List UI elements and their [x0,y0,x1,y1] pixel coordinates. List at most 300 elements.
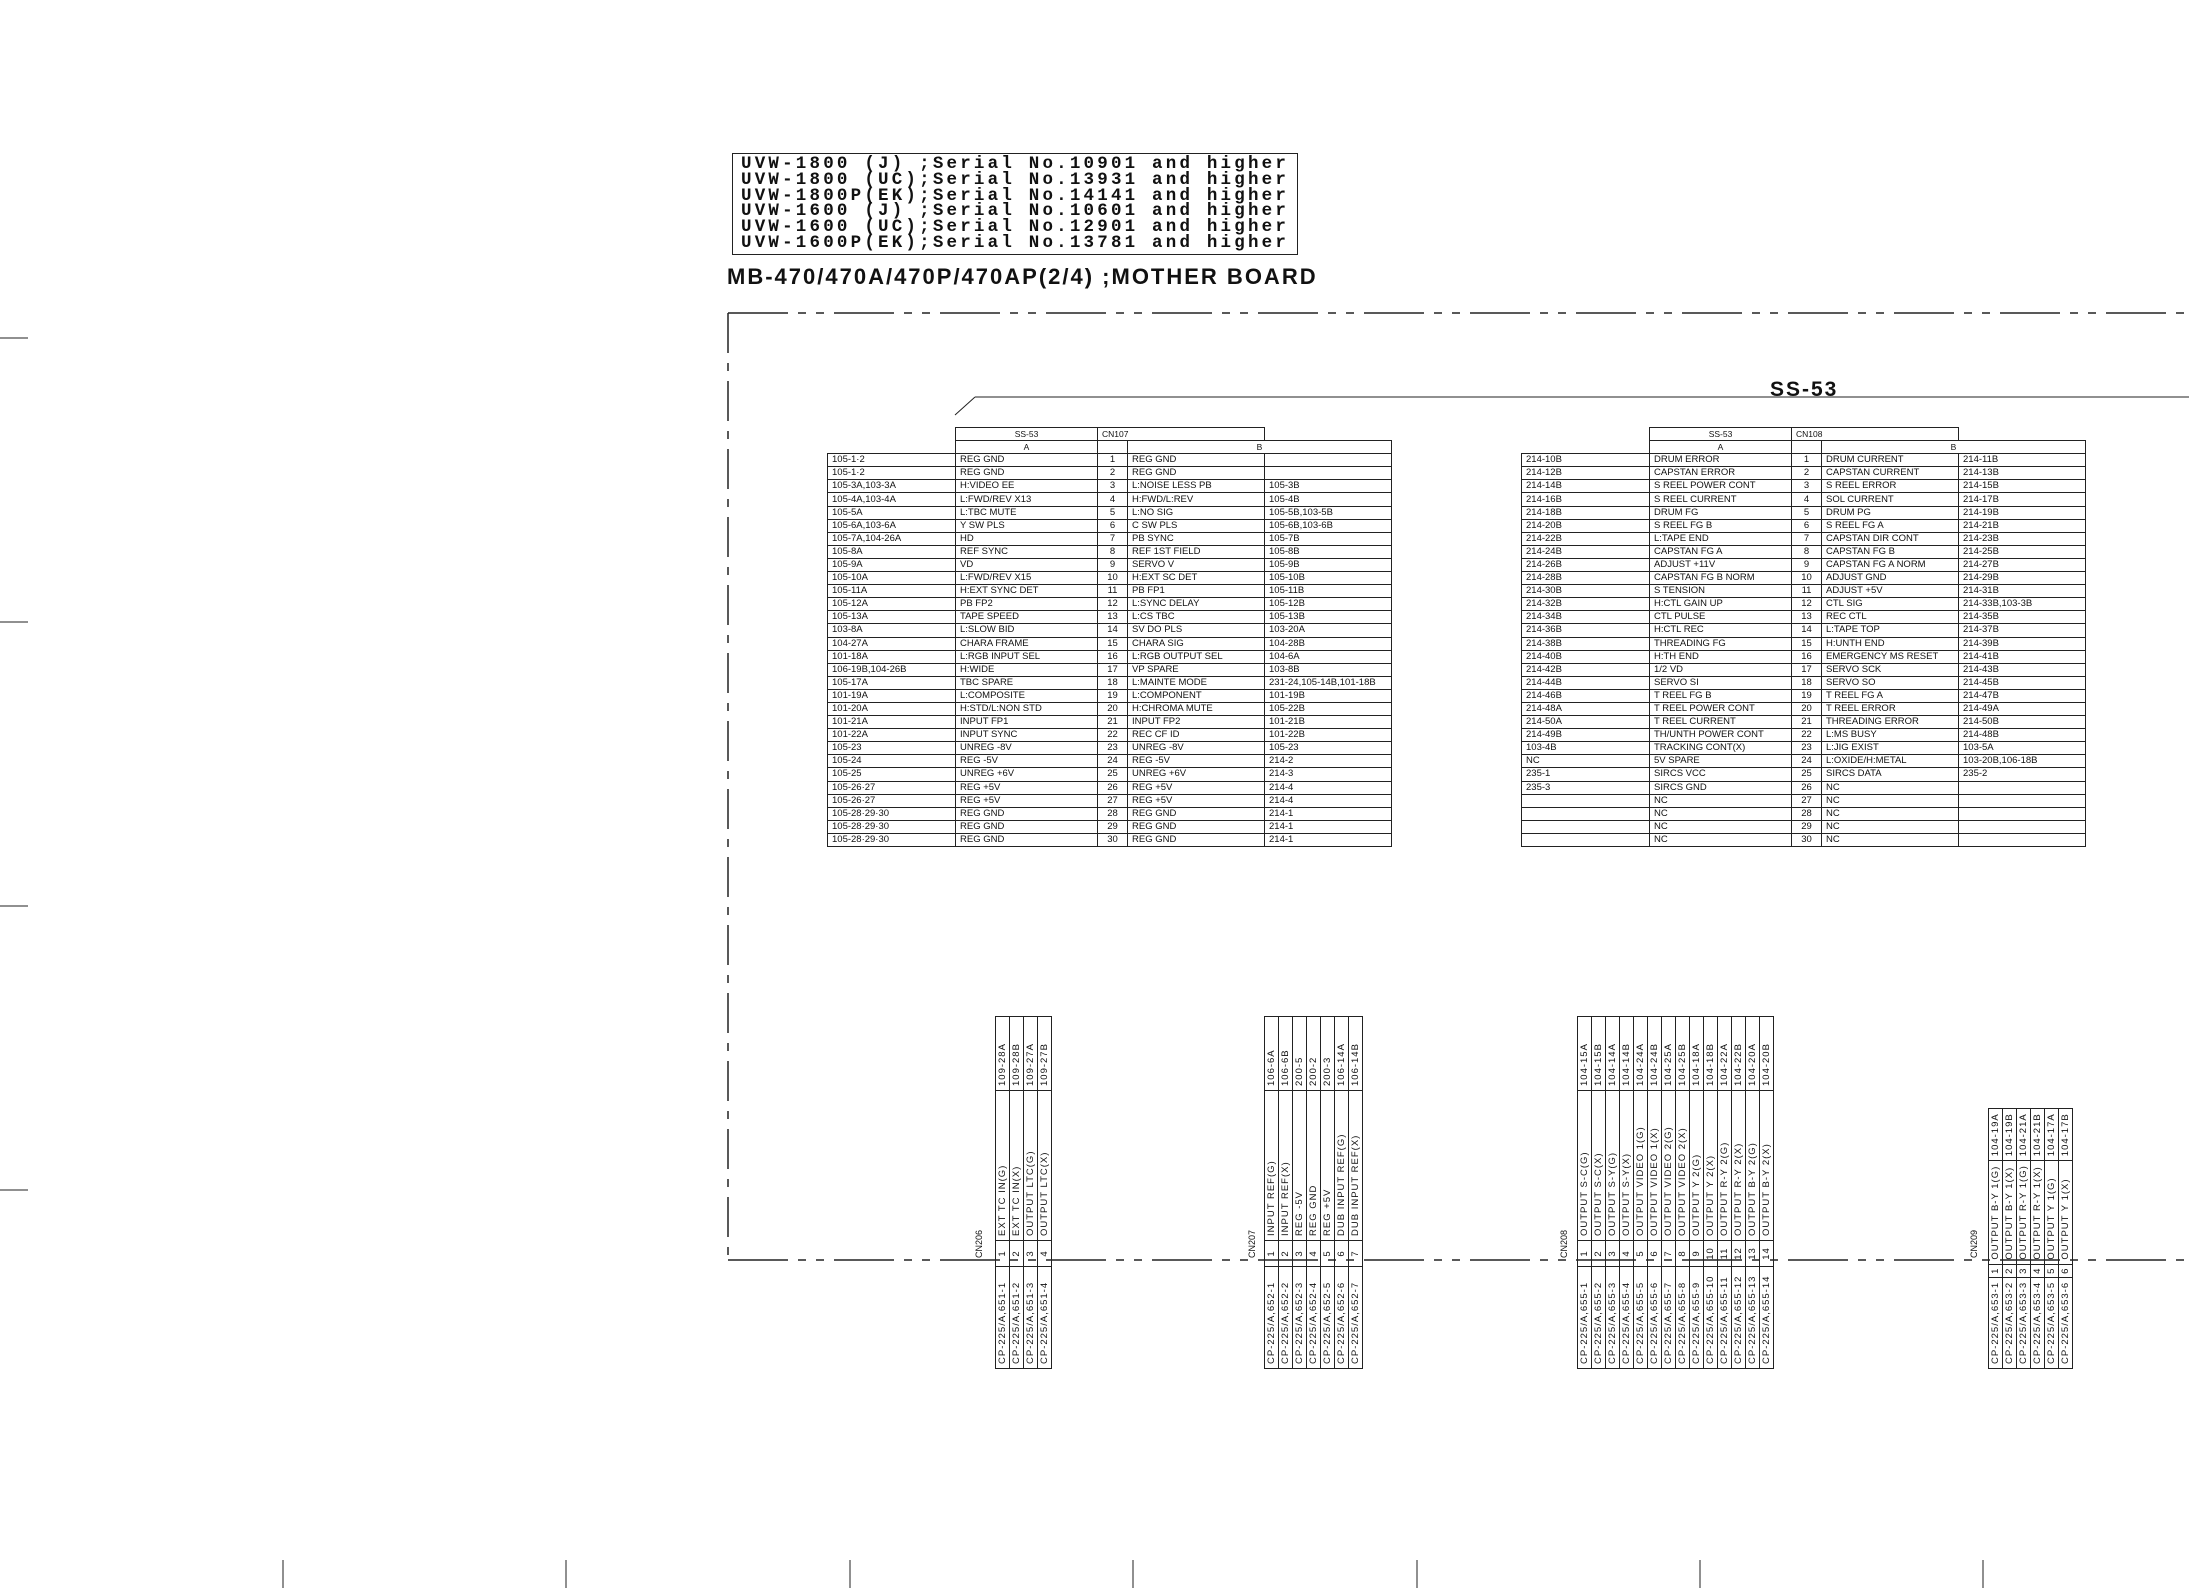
table-row [828,755,1392,768]
a-signal: INPUT SYNC [956,729,1098,742]
a-signal: Y SW PLS [956,519,1098,532]
signal-name: EXT TC IN(X) [1010,1091,1024,1241]
board-destination: 104-18A [1690,1017,1704,1091]
pin-number: 23 [1792,742,1822,755]
cp-destination: CP-225/A,652-7 [1349,1267,1363,1369]
pin-number: 19 [1792,689,1822,702]
column-a-header: A [956,441,1098,454]
b-signal: UNREG +6V [1128,768,1265,781]
a-destination: 105-17A [828,676,956,689]
a-signal: REF SYNC [956,545,1098,558]
cp-destination: CP-225/A,651-2 [1010,1267,1024,1369]
board-destination: 200-3 [1321,1017,1335,1091]
signal-name: OUTPUT B-Y 2(G) [1746,1091,1760,1241]
table-row [828,480,1392,493]
pin-number: 6 [1098,519,1128,532]
b-signal: SOL CURRENT [1822,493,1959,506]
b-signal: SERVO SO [1822,676,1959,689]
b-signal: CAPSTAN FG A NORM [1822,558,1959,571]
connector-title: CN108 [1792,428,1959,441]
a-destination: 214-38B [1522,637,1650,650]
pin-number: 4 [1038,1241,1052,1267]
b-signal: H:EXT SC DET [1128,572,1265,585]
a-signal: L:FWD/REV X13 [956,493,1098,506]
board-destination: 109-28A [996,1017,1010,1091]
b-signal: VP SPARE [1128,663,1265,676]
table-row [1522,820,2086,833]
a-destination: 105-8A [828,545,956,558]
table-row [828,467,1392,480]
cp-destination: CP-225/A,655-12 [1732,1267,1746,1369]
b-signal: NC [1822,820,1959,833]
signal-name: EXT TC IN(G) [996,1091,1010,1241]
a-signal: REG +5V [956,794,1098,807]
signal-name: INPUT REF(X) [1279,1091,1293,1241]
pin-number: 10 [1792,572,1822,585]
connector-cn206 [995,1016,1052,1369]
table-row [828,493,1392,506]
b-signal: L:MS BUSY [1822,729,1959,742]
table-row [1522,506,2086,519]
pin-number: 30 [1792,833,1822,846]
a-signal: L:RGB INPUT SEL [956,650,1098,663]
b-signal: CTL SIG [1822,598,1959,611]
b-signal: NC [1822,833,1959,846]
cp-destination: CP-225/A,653-1 [1989,1277,2003,1368]
pin-number: 9 [1098,558,1128,571]
b-signal: T REEL ERROR [1822,702,1959,715]
signal-name: OUTPUT S-Y(X) [1620,1091,1634,1241]
a-signal: H:WIDE [956,663,1098,676]
pin-number: 26 [1792,781,1822,794]
a-signal: T REEL CURRENT [1650,716,1792,729]
pin-number: 2 [1279,1241,1293,1267]
b-destination: 214-43B [1959,663,2086,676]
a-signal: ADJUST +11V [1650,558,1792,571]
board-destination: 109-27A [1024,1017,1038,1091]
a-signal: H:CTL GAIN UP [1650,598,1792,611]
connector-label: CN207 [1247,1229,1257,1258]
pin-number: 3 [1606,1241,1620,1267]
b-destination: 103-5A [1959,742,2086,755]
b-destination: 214-21B [1959,519,2086,532]
pin-number: 25 [1792,768,1822,781]
a-destination: 105-25 [828,768,956,781]
pin-number: 5 [2045,1264,2059,1277]
signal-name: OUTPUT Y 2(X) [1704,1091,1718,1241]
board-destination: 104-24A [1634,1017,1648,1091]
pin-number: 24 [1792,755,1822,768]
table-row [828,611,1392,624]
header-spacer [1959,428,2086,441]
board-destination: 104-15B [1592,1017,1606,1091]
board-destination: 104-17A [2045,1109,2059,1161]
b-destination: 103-8B [1265,663,1392,676]
pin-number: 17 [1792,663,1822,676]
cp-destination: CP-225/A,655-13 [1746,1267,1760,1369]
table-row [1522,519,2086,532]
b-signal: EMERGENCY MS RESET [1822,650,1959,663]
a-signal: SERVO SI [1650,676,1792,689]
signal-name: OUTPUT R-Y 2(G) [1718,1091,1732,1241]
serial-line: UVW-1600P(EK);Serial No.13781 and higher [741,232,1290,253]
b-signal: ADJUST +5V [1822,585,1959,598]
cp-destination: CP-225/A,652-1 [1265,1267,1279,1369]
connector-row [1307,1017,1321,1369]
b-signal: H:FWD/L:REV [1128,493,1265,506]
b-destination [1959,781,2086,794]
table-row [1522,572,2086,585]
b-signal: CAPSTAN DIR CONT [1822,532,1959,545]
connector-row [1620,1017,1634,1369]
connector-table [995,1016,1052,1369]
serial-line: UVW-1800 (J) ;Serial No.10901 and higher [741,154,1290,174]
pin-number: 3 [1024,1241,1038,1267]
pin-number: 6 [2059,1264,2073,1277]
table-row [828,729,1392,742]
signal-name: INPUT REF(G) [1265,1091,1279,1241]
table-row [828,558,1392,571]
pin-number: 20 [1098,702,1128,715]
cp-destination: CP-225/A,655-1 [1578,1267,1592,1369]
b-signal: REG -5V [1128,755,1265,768]
a-signal: TRACKING CONT(X) [1650,742,1792,755]
table-row [1522,558,2086,571]
board-destination: 104-20A [1746,1017,1760,1091]
header-spacer [1265,428,1392,441]
a-destination: 103-8A [828,624,956,637]
pin-number: 4 [2031,1264,2045,1277]
connector-row [996,1017,1010,1369]
signal-name: REG -5V [1293,1091,1307,1241]
a-signal: L:TAPE END [1650,532,1792,545]
table-row [1522,663,2086,676]
board-destination: 104-25B [1676,1017,1690,1091]
serial-line: UVW-1600 (J) ;Serial No.10601 and higher [741,201,1290,222]
pin-number: 4 [1307,1241,1321,1267]
a-signal: REG -5V [956,755,1098,768]
a-signal: H:CTL REC [1650,624,1792,637]
table-row [828,585,1392,598]
table-row [828,742,1392,755]
b-signal: SV DO PLS [1128,624,1265,637]
b-destination: 214-1 [1265,820,1392,833]
b-destination: 214-13B [1959,467,2086,480]
signal-name: OUTPUT R-Y 1(X) [2031,1161,2045,1264]
b-destination: 214-17B [1959,493,2086,506]
b-destination: 214-15B [1959,480,2086,493]
b-destination: 214-4 [1265,781,1392,794]
a-signal: CAPSTAN FG B NORM [1650,572,1792,585]
pin-number: 20 [1792,702,1822,715]
pin-number: 21 [1098,716,1128,729]
connector-row [1634,1017,1648,1369]
pin-number: 5 [1321,1241,1335,1267]
cp-destination: CP-225/A,652-4 [1307,1267,1321,1369]
pin-number: 2 [1792,467,1822,480]
a-destination: 214-36B [1522,624,1650,637]
a-destination: 214-24B [1522,545,1650,558]
pin-number: 27 [1098,794,1128,807]
cp-destination: CP-225/A,651-1 [996,1267,1010,1369]
table-row [828,689,1392,702]
a-destination: 235-1 [1522,768,1650,781]
a-signal: S TENSION [1650,585,1792,598]
a-destination: 214-40B [1522,650,1650,663]
a-signal: DRUM ERROR [1650,454,1792,467]
a-destination: 101-18A [828,650,956,663]
b-signal: INPUT FP2 [1128,716,1265,729]
a-destination [1522,807,1650,820]
connector-row [1024,1017,1038,1369]
a-signal: UNREG +6V [956,768,1098,781]
a-destination: 105-12A [828,598,956,611]
a-destination: 101-21A [828,716,956,729]
cp-destination: CP-225/A,655-14 [1760,1267,1774,1369]
b-signal: DRUM PG [1822,506,1959,519]
connector-row [1578,1017,1592,1369]
pin-number: 11 [1098,585,1128,598]
signal-name: OUTPUT VIDEO 1(G) [1634,1091,1648,1241]
board-destination: 104-14B [1620,1017,1634,1091]
pin-number: 13 [1746,1241,1760,1267]
cp-destination: CP-225/A,655-11 [1718,1267,1732,1369]
board-destination: 109-28B [1010,1017,1024,1091]
a-signal: UNREG -8V [956,742,1098,755]
board-destination: 104-19B [2003,1109,2017,1161]
pin-number: 28 [1792,807,1822,820]
connector-row [1760,1017,1774,1369]
a-signal: PB FP2 [956,598,1098,611]
a-destination: 214-32B [1522,598,1650,611]
a-signal: H:VIDEO EE [956,480,1098,493]
a-signal: S REEL FG B [1650,519,1792,532]
cp-destination: CP-225/A,653-4 [2031,1277,2045,1368]
table-row [1522,689,2086,702]
table-row [828,545,1392,558]
cp-destination: CP-225/A,653-3 [2017,1277,2031,1368]
a-destination: NC [1522,755,1650,768]
b-signal: S REEL ERROR [1822,480,1959,493]
a-destination: 105-28·29·30 [828,833,956,846]
a-destination: 101-20A [828,702,956,715]
a-destination: 214-14B [1522,480,1650,493]
connector-row [1335,1017,1349,1369]
b-destination [1959,820,2086,833]
connector-table [1988,1108,2073,1369]
a-destination: 214-49B [1522,729,1650,742]
b-signal: NC [1822,781,1959,794]
board-destination: 109-27B [1038,1017,1052,1091]
table-row [828,794,1392,807]
column-b-header: B [1822,441,2086,454]
signal-name: OUTPUT LTC(G) [1024,1091,1038,1241]
connector-table [1577,1016,1774,1369]
pin-number: 3 [1098,480,1128,493]
b-destination: 105-22B [1265,702,1392,715]
connector-row [1704,1017,1718,1369]
a-destination: 103-4B [1522,742,1650,755]
a-signal: L:SLOW BID [956,624,1098,637]
pin-number: 3 [1293,1241,1307,1267]
signal-name: OUTPUT Y 1(G) [2045,1161,2059,1264]
pin-number: 8 [1676,1241,1690,1267]
a-signal: VD [956,558,1098,571]
a-destination: 214-34B [1522,611,1650,624]
a-destination: 104-27A [828,637,956,650]
a-destination: 105-26·27 [828,781,956,794]
a-signal: 1/2 VD [1650,663,1792,676]
table-row [828,624,1392,637]
pin-number: 1 [1989,1264,2003,1277]
b-signal: L:TAPE TOP [1822,624,1959,637]
b-signal: REG GND [1128,833,1265,846]
a-destination: 105-5A [828,506,956,519]
cp-destination: CP-225/A,653-6 [2059,1277,2073,1368]
signal-name: OUTPUT VIDEO 2(G) [1662,1091,1676,1241]
a-destination: 214-18B [1522,506,1650,519]
pin-number: 7 [1349,1241,1363,1267]
signal-name: OUTPUT B-Y 2(X) [1760,1091,1774,1241]
pin-number: 24 [1098,755,1128,768]
b-signal: SIRCS DATA [1822,768,1959,781]
pin-number: 30 [1098,833,1128,846]
a-destination: 235-3 [1522,781,1650,794]
a-destination: 214-22B [1522,532,1650,545]
signal-name: OUTPUT B-Y 1(G) [1989,1161,2003,1264]
table-row [828,716,1392,729]
b-signal: REC CTL [1822,611,1959,624]
pin-number: 13 [1098,611,1128,624]
board-destination: 104-22A [1718,1017,1732,1091]
pin-number: 12 [1792,598,1822,611]
board-name: SS-53 [1650,428,1792,441]
b-destination: 214-1 [1265,807,1392,820]
board-destination: 106-14B [1349,1017,1363,1091]
b-destination: 214-4 [1265,794,1392,807]
b-destination: 105-4B [1265,493,1392,506]
connector-cn208 [1577,1016,1774,1369]
cp-destination: CP-225/A,652-5 [1321,1267,1335,1369]
a-destination: 105-4A,103-4A [828,493,956,506]
table-row [1522,585,2086,598]
pin-number: 7 [1662,1241,1676,1267]
pin-number: 14 [1760,1241,1774,1267]
a-signal: H:TH END [1650,650,1792,663]
table-row [1522,493,2086,506]
board-destination: 200-2 [1307,1017,1321,1091]
a-destination: 214-16B [1522,493,1650,506]
a-signal: L:FWD/REV X15 [956,572,1098,585]
table-row [1522,833,2086,846]
serial-line: UVW-1600 (UC);Serial No.12901 and higher [741,217,1290,238]
a-signal: 5V SPARE [1650,755,1792,768]
connector-row [1265,1017,1279,1369]
board-destination: 106-6B [1279,1017,1293,1091]
table-row [1522,729,2086,742]
table-row [828,663,1392,676]
b-destination: 214-49A [1959,702,2086,715]
b-destination: 214-2 [1265,755,1392,768]
pin-number: 26 [1098,781,1128,794]
b-destination: 214-50B [1959,716,2086,729]
a-destination [1522,833,1650,846]
signal-name: REG GND [1307,1091,1321,1241]
b-destination: 101-22B [1265,729,1392,742]
cp-destination: CP-225/A,655-10 [1704,1267,1718,1369]
board-destination: 104-24B [1648,1017,1662,1091]
pin-number: 4 [1098,493,1128,506]
connector-row [1038,1017,1052,1369]
cp-destination: CP-225/A,653-2 [2003,1277,2017,1368]
board-destination: 200-5 [1293,1017,1307,1091]
b-destination: 101-21B [1265,716,1392,729]
connector-row [2031,1109,2045,1369]
b-signal: L:RGB OUTPUT SEL [1128,650,1265,663]
connector-row [1349,1017,1363,1369]
a-signal: L:COMPOSITE [956,689,1098,702]
table-row [828,833,1392,846]
table-row [1522,624,2086,637]
b-destination: 214-23B [1959,532,2086,545]
b-destination: 105-11B [1265,585,1392,598]
a-signal: NC [1650,820,1792,833]
table-row [1522,637,2086,650]
b-destination [1959,807,2086,820]
column-a-header: A [1650,441,1792,454]
pin-number: 10 [1098,572,1128,585]
b-signal: C SW PLS [1128,519,1265,532]
pin-number: 8 [1792,545,1822,558]
a-destination: 105-7A,104-26A [828,532,956,545]
pin-number: 1 [1792,454,1822,467]
cp-destination: CP-225/A,655-9 [1690,1267,1704,1369]
a-destination: 214-48A [1522,702,1650,715]
a-destination: 214-50A [1522,716,1650,729]
a-signal: REG GND [956,807,1098,820]
b-destination: 214-19B [1959,506,2086,519]
connector-cn209 [1988,1108,2073,1369]
table-row [828,532,1392,545]
b-destination: 214-47B [1959,689,2086,702]
b-signal: REC CF ID [1128,729,1265,742]
signal-name: OUTPUT R-Y 1(G) [2017,1161,2031,1264]
signal-name: OUTPUT B-Y 1(X) [2003,1161,2017,1264]
cp-destination: CP-225/A,655-4 [1620,1267,1634,1369]
table-row [828,506,1392,519]
a-signal: CHARA FRAME [956,637,1098,650]
pin-number: 12 [1098,598,1128,611]
pin-number: 7 [1098,532,1128,545]
b-destination: 103-20A [1265,624,1392,637]
pin-number: 1 [1578,1241,1592,1267]
b-destination: 214-39B [1959,637,2086,650]
pin-number: 6 [1335,1241,1349,1267]
b-signal: L:NOISE LESS PB [1128,480,1265,493]
pin-number: 7 [1792,532,1822,545]
a-destination: 101-19A [828,689,956,702]
table-row [1522,480,2086,493]
b-signal: L:OXIDE/H:METAL [1822,755,1959,768]
cp-destination: CP-225/A,652-3 [1293,1267,1307,1369]
pin-number: 3 [2017,1264,2031,1277]
connector-row [2003,1109,2017,1369]
signal-name: OUTPUT S-C(X) [1592,1091,1606,1241]
table-row [1522,611,2086,624]
b-signal: REG GND [1128,467,1265,480]
b-signal: REG GND [1128,820,1265,833]
table-row [1522,716,2086,729]
